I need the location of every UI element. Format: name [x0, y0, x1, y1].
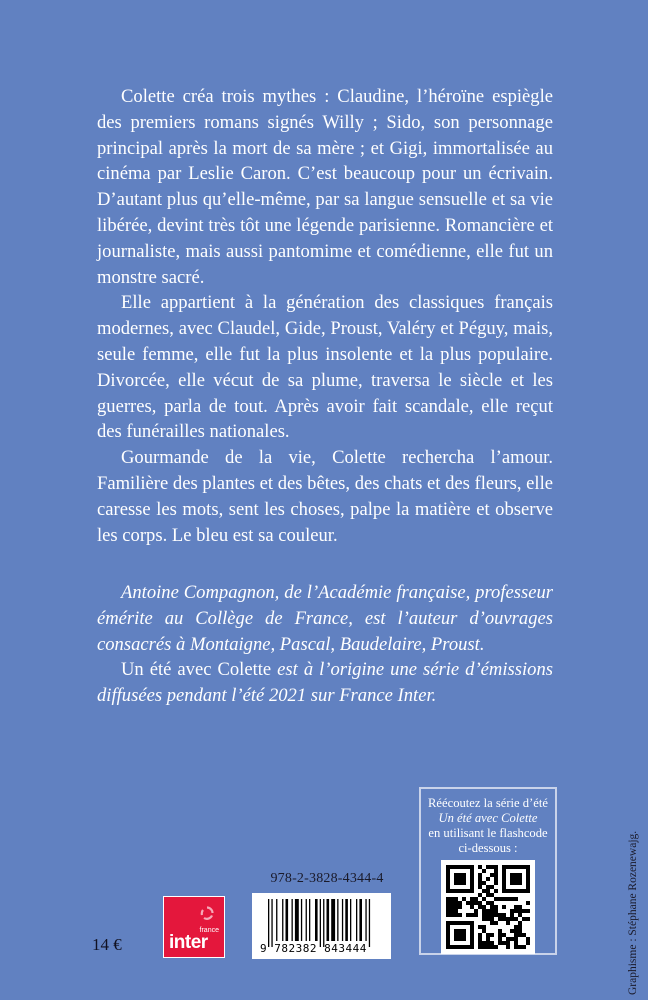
- series-note-rest: est à l’origine une série d’émissions diffusées pendant l’été 2021 sur France Inter.: [97, 659, 553, 706]
- design-credit: Graphisme : Stéphane Rozenewajg.: [627, 830, 639, 995]
- blurb-paragraph: Gourmande de la vie, Colette rechercha l’amour. Familière des plantes et des bêtes, des chats et des fleurs, elle caresse les mots, sent les choses, palpe la matière et observe les corps. Le bleu est sa couleur.: [97, 447, 553, 546]
- back-cover-blurb: [97, 84, 553, 548]
- france-inter-mark-icon: [200, 906, 214, 920]
- barcode: [252, 893, 391, 959]
- flashcode-box: [419, 787, 557, 955]
- series-note-text: [97, 657, 553, 709]
- flashcode-line-3: en utilisant le flashcode: [428, 826, 548, 840]
- france-inter-logo: [163, 896, 225, 958]
- series-note: [97, 657, 553, 709]
- flashcode-line-1: Réécoutez la série d’été: [428, 796, 548, 810]
- flashcode-line-4: ci-dessous :: [458, 841, 518, 855]
- blurb-paragraph: Colette créa trois mythes : Claudine, l’héroïne espiègle des premiers romans signés Willy ; Sido, son personnage principal après la mort de sa mère ; et Gigi, immortalisée au cinéma par Leslie Caron. C’est beaucoup pour un écrivain. D’autant plus qu’elle-même, par sa langue sensuelle et sa vie libérée, devint très tôt une légende parisienne. Romancière et journaliste, mais aussi pantomime et comédienne, elle fut un monstre sacré.: [97, 86, 553, 288]
- price: 14 €: [92, 935, 122, 954]
- logo-inter-text: inter: [169, 932, 208, 953]
- blurb-paragraph: Elle appartient à la génération des classiques français modernes, avec Claudel, Gide, Proust, Valéry et Péguy, mais, seule femme, elle fut la plus insolente et la plus populaire. Divorcée, elle vécut de sa plume, traversa le siècle et les guerres, parla de tout. Après avoir fait scandale, elle reçut des funérailles nationales.: [97, 292, 553, 443]
- isbn-number: 978-2-3828-4344-4: [270, 871, 384, 886]
- author-bio-text: Antoine Compagnon, de l’Académie française, professeur émérite au Collège de France, est l’auteur d’ouvrages consacrés à Montaigne, Pascal, Baudelaire, Proust.: [97, 582, 553, 655]
- author-bio: [97, 580, 553, 657]
- logo-france-text: france: [199, 927, 219, 934]
- series-title: Un été avec Colette: [121, 659, 272, 680]
- barcode-digits: 9 782382 843444: [260, 942, 367, 955]
- flashcode-line-2: Un été avec Colette: [438, 811, 538, 825]
- qr-code-icon[interactable]: [441, 860, 535, 954]
